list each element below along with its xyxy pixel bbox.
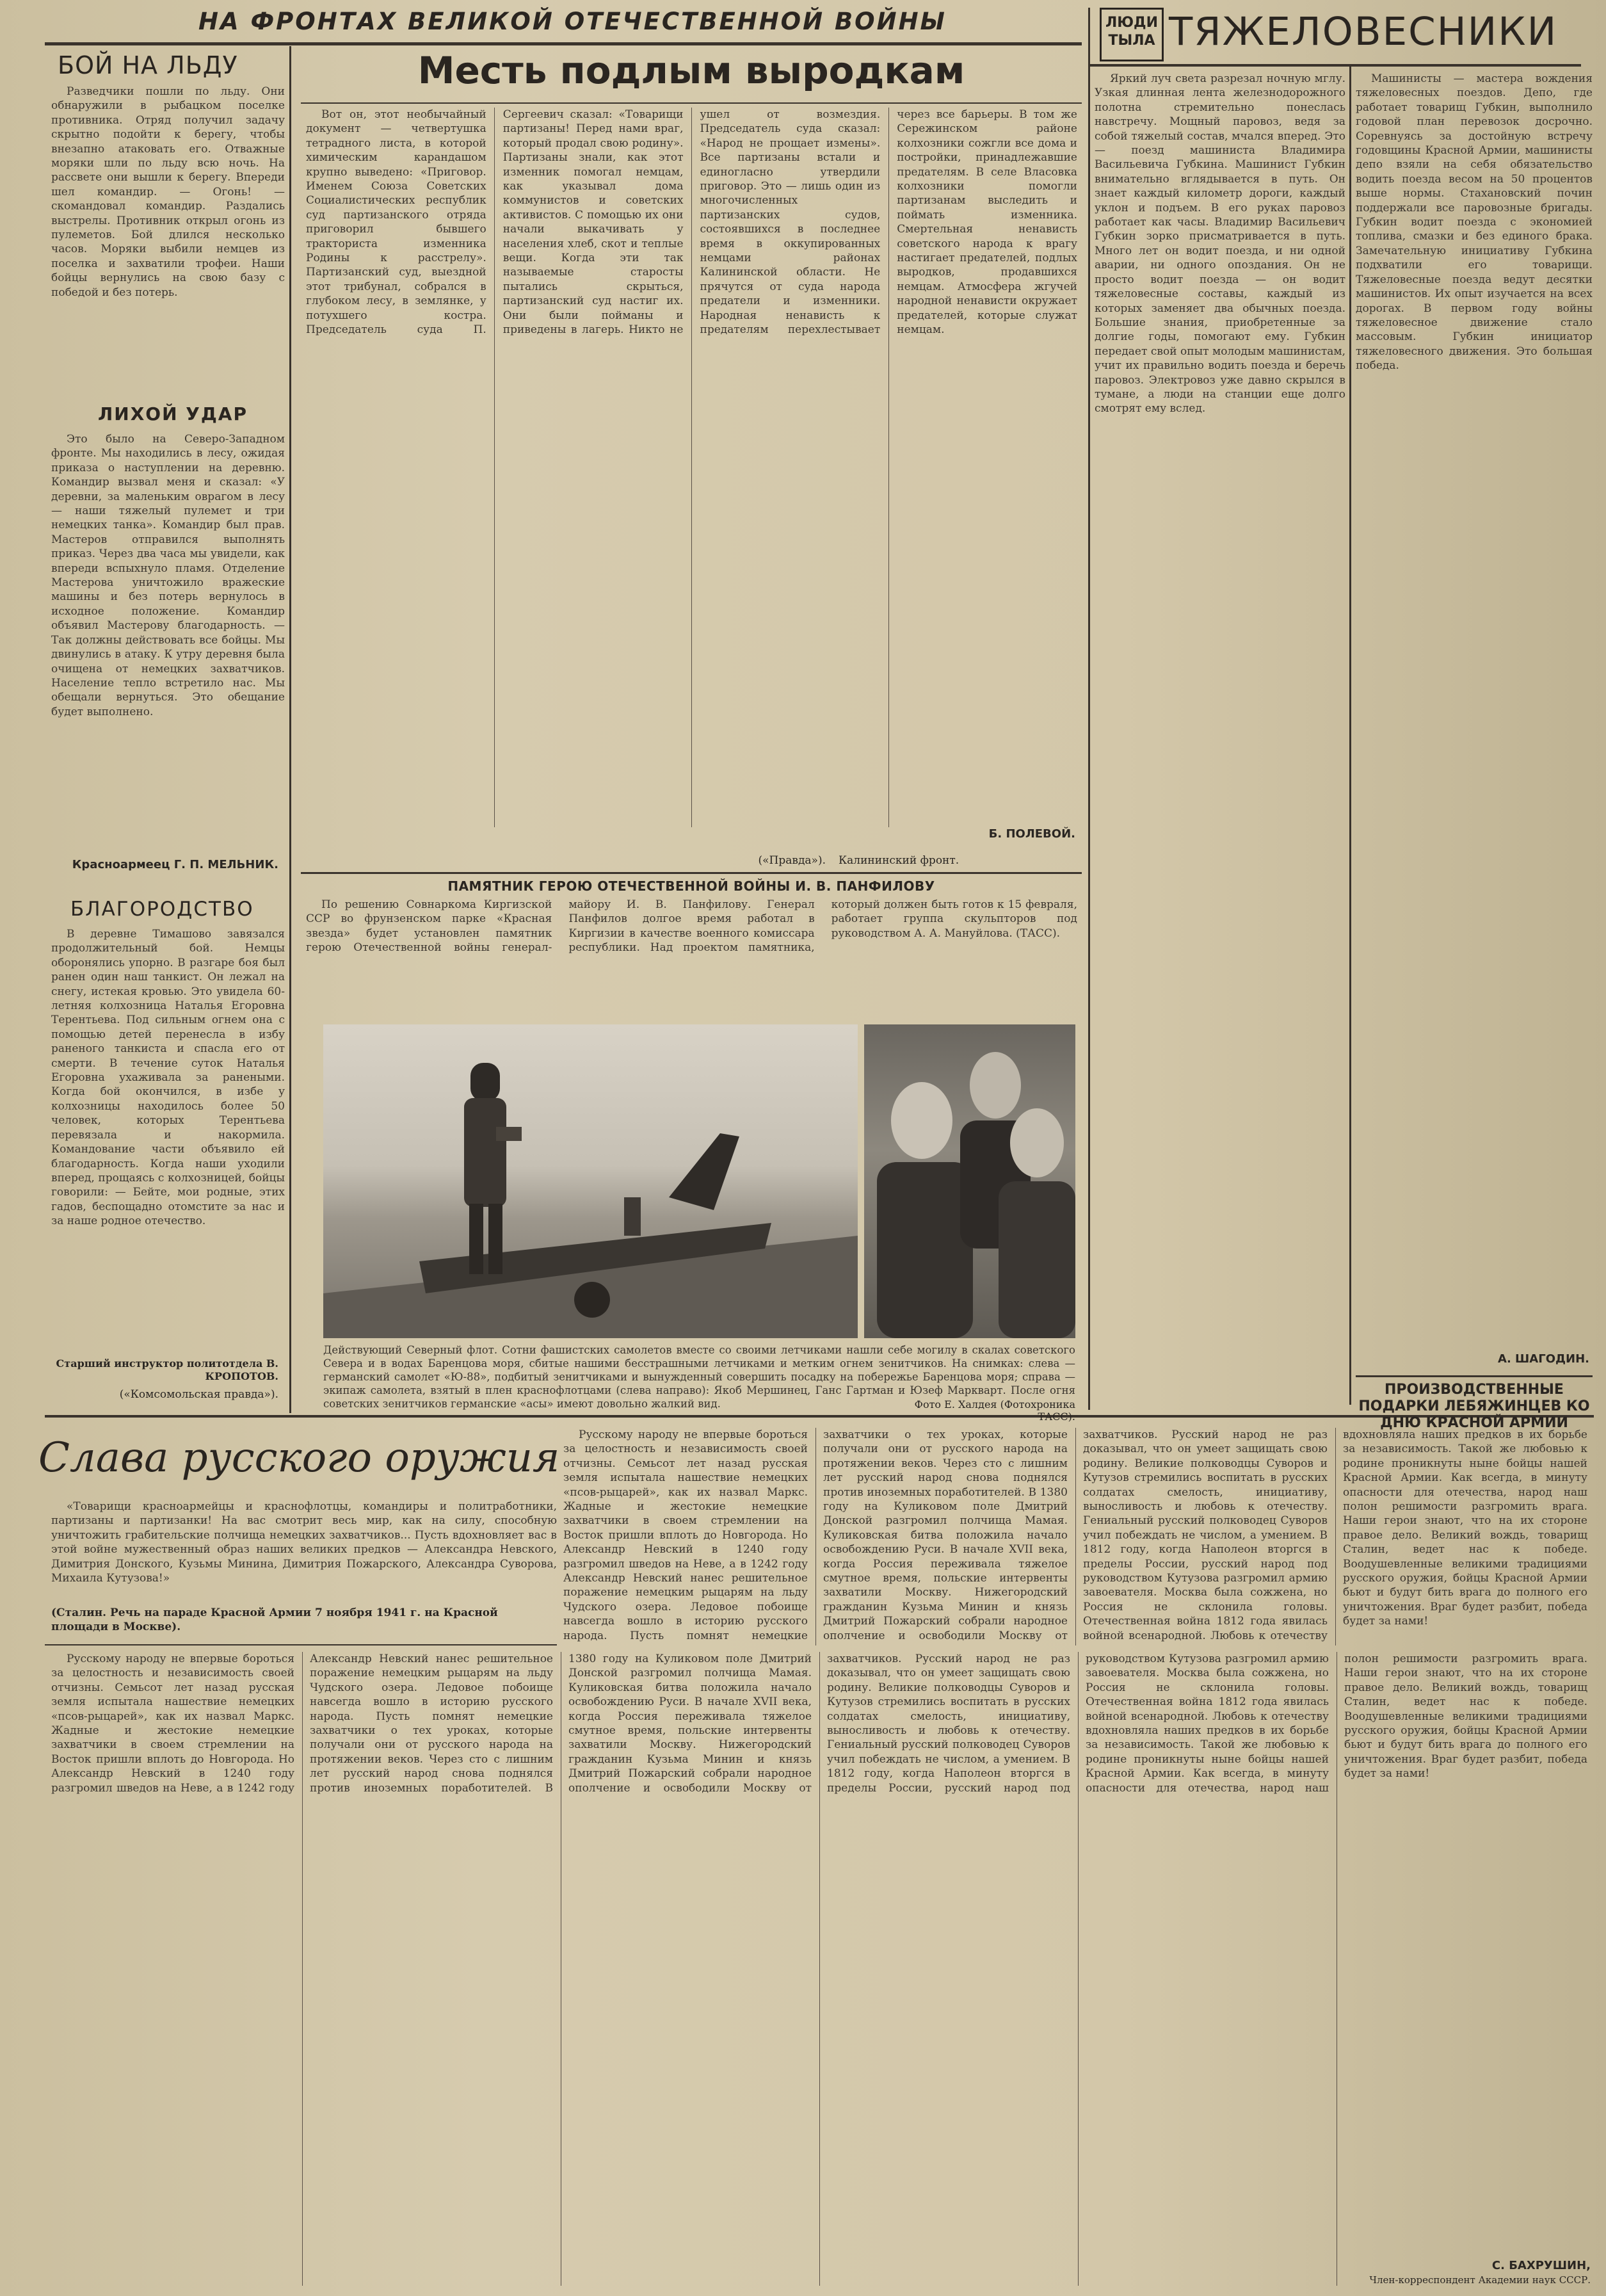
revenge-rule xyxy=(301,102,1082,104)
nobility-source: («Комсомольская правда»). xyxy=(119,1388,278,1401)
panfilov-rule xyxy=(301,872,1082,874)
aircraft-image xyxy=(323,1024,858,1338)
top-rule xyxy=(45,42,1082,45)
glory-text-upper xyxy=(563,1428,1587,1645)
heavyweights-text-col2 xyxy=(1356,72,1593,1347)
glory-rule xyxy=(45,1644,557,1645)
heavyweights-title: ТЯЖЕЛОВЕСНИКИ xyxy=(1169,9,1558,54)
revenge-title: Месть подлым выродкам xyxy=(417,49,965,92)
vrule-2 xyxy=(1088,8,1090,1410)
glory-author-title: Член-корреспондент Академии наук СССР. xyxy=(1369,2274,1591,2286)
heavyweights-paragraph: Яркий луч света разрезал ночную мглу. Узкая длинная лента железнодорожного полотна стремительно понеслась навстречу. Мощный паровоз, ведя за собой тяжелый состав, мчался вперед. Это — поезд машиниста Владимира Васильевича Губкина. Машинист Губкин внимательно вглядывается в путь. Он знает каждый километр дороги, каждый уклон и подъем. В его руках паровоз работает как часы. Владимир Васильевич Губкин зорко присматривается в путь. Много лет он водит поезда, и ни одной аварии, ни одного опоздания. Он не просто водит поезда — он водит тяжеловесные составы, каждый из которых заменяет два обычных поезда. Большие знания, приобретенные за долгие годы, помогают ему. Губкин передает свой опыт молодым машинистам, учит их правильно водить поезда и беречь паровоз. Электровоз уже давно скрылся в тумане, а люди на станции еще долго смотрят ему вслед. xyxy=(1095,72,1345,416)
people-box-label: ЛЮДИ ТЫЛА xyxy=(1105,15,1159,49)
revenge-source: («Правда»). xyxy=(758,854,826,867)
panfilov-text xyxy=(306,898,1077,1012)
revenge-place: Калининский фронт. xyxy=(839,854,960,867)
dashing-blow-author: Красноармеец Г. П. МЕЛЬНИК. xyxy=(72,858,278,871)
crew-image xyxy=(864,1024,1075,1338)
photo-left-aircraft xyxy=(323,1024,858,1338)
panfilov-title: ПАМЯТНИК ГЕРОЮ ОТЕЧЕСТВЕННОЙ ВОЙНЫ И. В. ПАНФИЛОВУ xyxy=(447,878,935,894)
nobility-title: БЛАГОРОДСТВО xyxy=(70,898,254,921)
glory-title: Слава русского оружия xyxy=(38,1434,560,1482)
revenge-author: Б. ПОЛЕВОЙ. xyxy=(988,827,1075,841)
vrule-3 xyxy=(1349,67,1351,1405)
glory-text xyxy=(51,1652,1587,2286)
dashing-blow-title: ЛИХОЙ УДАР xyxy=(98,403,248,424)
nobility-paragraph: В деревне Тимашово завязался продолжительный бой. Немцы оборонялись упорно. В разгаре боя был ранен один наш танкист. Он лежал на снегу, истекая кровью. Это увидела 60-летняя колхозница Наталья Егоровна Терентьева. Под сильным огнем она с помощью детей перенесла в избу раненого танкиста и спасла его от смерти. В течение суток Наталья Егоровна ухаживала за ранеными. Когда бой окончился, в избе у колхозницы находилось более 50 человек, которых Терентьева перевязала и накормила. Командование части объявило ей благодарность. Когда наши уходили вперед, прощаясь с колхозницей, бойцы говорили: — Бейте, мои родные, этих гадов, беспощадно отомстите за нас и за наше родное отечество. xyxy=(51,928,285,1228)
panfilov-paragraph: По решению Совнаркома Киргизской ССР во фрунзенском парке «Красная звезда» будет установлен памятник герою Отечественной войны генерал-майору И. В. Панфилову. Генерал Панфилов долгое время работал в Киргизии в качестве военного комиссара республики. Над проектом памятника, который должен быть готов к 15 февраля, работает группа скульпторов под руководством А. А. Мануйлова. (ТАСС). xyxy=(306,898,1077,955)
vrule-1 xyxy=(289,46,291,1413)
heavy-rule xyxy=(1088,64,1581,67)
photo-caption-text: Действующий Северный флот. Сотни фашистских самолетов вместе со своими летчиками нашли себе могилу в скалах советского Севера и в водах Баренцова моря, сбитые нашими бесстрашными летчиками и метким огнем зенитчиков. На снимках: слева — германский самолет «Ю-88», подбитый зенитчиками и вынужденный совершить посадку на побережье Баренцова моря; справа — экипаж самолета, взятый в плен краснофлотцами (слева направо): Якоб Мершинец, Ганс Гартман и Юзеф Маркварт. После огня советских зенитчиков германские «асы» имеют довольно жалкий вид. xyxy=(323,1344,1075,1410)
gifts-rule xyxy=(1356,1375,1593,1377)
dashing-blow-text xyxy=(51,432,285,852)
glory-upper-paragraph: Русскому народу не впервые бороться за целостность и независимость своей отчизны. Семьсот лет назад русская земля испытала нашествие немецких «псов-рыцарей», как их назвал Маркс. Жадные и жестокие немецкие захватчики в своем стремлении на Восток пришли вплоть до Новгорода. Но Александр Невский в 1240 году разгромил шведов на Неве, а в 1242 году Александр Невский нанес решительное поражение немецким рыцарям на льду Чудского озера. Ледовое побоище навсегда вошло в историю русского народа. Пусть помнят немецкие захватчики о тех уроках, которые получали они от русского народа на протяжении веков. Через сто с лишним лет русский народ снова поднялся против иноземных поработителей. В 1380 году на Куликовом поле Дмитрий Донской разгромил полчища Мамая. Куликовская битва положила начало освобождению Руси. В начале XVII века, когда Россия переживала тяжелое смутное время, польские интервенты захватили Москву. Нижегородский гражданин Кузьма Минин и князь Дмитрий Пожарский собрали народное ополчение и освободили Москву от захватчиков. Русский народ не раз доказывал, что он умеет защищать свою родину. Великие полководцы Суворов и Кутузов стремились воспитать в русских солдатах смелость, инициативу, выносливость и любовь к отечеству. Гениальный русский полководец Суворов учил побеждать не числом, а умением. В 1812 году, когда Наполеон вторгся в пределы России, русский народ под руководством Кутузова разгромил армию завоевателя. Москва была сожжена, но Россия не склонила головы. Отечественная война 1812 года явилась войной всенародной. Любовь к отечеству вдохновляла наших предков в их борьбе за независимость. Такой же любовью к родине проникнуты ныне бойцы нашей Красной Армии. Как всегда, в минуту опасности для отечества, народ наш полон решимости разгромить врага. Наши герои знают, что на их стороне правое дело. Великий вождь, товарищ Сталин, ведет нас к победе. Воодушевленные великими традициями русского оружия, бойцы Красной Армии бьют и будут бить врага до полного его уничтожения. Враг будет разбит, победа будет за нами! xyxy=(563,1428,1587,1642)
ice-battle-paragraph: Разведчики пошли по льду. Они обнаружили в рыбацком поселке противника. Отряд получил задачу скрытно подойти к берегу, чтобы внезапно атаковать его. Отважные моряки шли по льду всю ночь. На рассвете они вышли к берегу. Впереди шел командир. — Огонь! — скомандовал командир. Раздались выстрелы. Противник открыл огонь из пулеметов. Бой длился несколько часов. Моряки выбили немцев из поселка и захватили трофеи. Наши бойцы вернулись на свою базу с победой и без потерь. xyxy=(51,85,285,299)
heavyweights-text xyxy=(1095,72,1345,1402)
photo-caption xyxy=(323,1343,1075,1410)
ice-battle-text xyxy=(51,85,285,373)
glory-author: С. БАХРУШИН, xyxy=(1491,2259,1591,2272)
revenge-text xyxy=(306,108,1077,827)
dashing-blow-paragraph: Это было на Северо-Западном фронте. Мы находились в лесу, ожидая приказа о наступлении на деревню. Командир вызвал меня и сказал: «У деревни, за маленьким оврагом в лесу — наши тяжелый пулемет и три немецких танка». Командир был прав. Мастеров отправился выполнять приказ. Через два часа мы увидели, как впереди вспыхнуло пламя. Отделение Мастерова уничтожило вражеские машины и без потерь вернулось в исходное положение. Командир объявил Мастерову благодарность. — Так должны действовать все бойцы. Мы двинулись в атаку. К утру деревня была очищена от немецких захватчиков. Население тепло встретило нас. Мы обещали вернуться. Это обещание будет выполнено. xyxy=(51,433,285,718)
gifts-title: ПРОИЗВОДСТВЕННЫЕ ПОДАРКИ ЛЕБЯЖИНЦЕВ КО ДНЮ КРАСНОЙ АРМИИ xyxy=(1358,1382,1590,1431)
heavyweights-col2-paragraph: Машинисты — мастера вождения тяжеловесных поездов. Депо, где работает товарищ Губкин, выполнило годовой план перевозок досрочно. Соревнуясь за достойную встречу годовщины Красной Армии, машинисты депо взяли на себя обязательство водить поезда весом на 50 процентов выше нормы. Стахановский почин поддержали все паровозные бригады. Губкин водит поезда с экономией топлива, смазки и без единого брака. Замечательную инициативу Губкина подхватили его товарищи. Тяжеловесные поезда ведут десятки машинистов. Их опыт изучается на всех дорогах. В первом году войны тяжеловесное движение стало массовым. Губкин инициатор тяжеловесного движения. Это большая победа. xyxy=(1356,72,1593,373)
nobility-text xyxy=(51,927,285,1350)
glory-epigraph-source: (Сталин. Речь на параде Красной Армии 7 ноября 1941 г. на Красной площади в Москве). xyxy=(51,1606,498,1633)
glory-paragraph: Русскому народу не впервые бороться за целостность и независимость своей отчизны. Семьсот лет назад русская земля испытала нашествие немецких «псов-рыцарей», как их назвал Маркс. Жадные и жестокие немецкие захватчики в своем стремлении на Восток пришли вплоть до Новгорода. Но Александр Невский в 1240 году разгромил шведов на Неве, а в 1242 году Александр Невский нанес решительное поражение немецким рыцарям на льду Чудского озера. Ледовое побоище навсегда вошло в историю русского народа. Пусть помнят немецкие захватчики о тех уроках, которые получали они от русского народа на протяжении веков. Через сто с лишним лет русский народ снова поднялся против иноземных поработителей. В 1380 году на Куликовом поле Дмитрий Донской разгромил полчища Мамая. Куликовская битва положила начало освобождению Руси. В начале XVII века, когда Россия переживала тяжелое смутное время, польские интервенты захватили Москву. Нижегородский гражданин Кузьма Минин и князь Дмитрий Пожарский собрали народное ополчение и освободили Москву от захватчиков. Русский народ не раз доказывал, что он умеет защищать свою родину. Великие полководцы Суворов и Кутузов стремились воспитать в русских солдатах смелость, инициативу, выносливость и любовь к отечеству. Гениальный русский полководец Суворов учил побеждать не числом, а умением. В 1812 году, когда Наполеон вторгся в пределы России, русский народ под руководством Кутузова разгромил армию завоевателя. Москва была сожжена, но Россия не склонила головы. Отечественная война 1812 года явилась войной всенародной. Любовь к отечеству вдохновляла наших предков в их борьбе за независимость. Такой же любовью к родине проникнуты ныне бойцы нашей Красной Армии. Как всегда, в минуту опасности для отечества, народ наш полон решимости разгромить врага. Наши герои знают, что на их стороне правое дело. Великий вождь, товарищ Сталин, ведет нас к победе. Воодушевленные великими традициями русского оружия, бойцы Красной Армии бьют и будут бить врага до полного его уничтожения. Враг будет разбит, победа будет за нами! xyxy=(51,1653,1587,1795)
section-banner: НА ФРОНТАХ ВЕЛИКОЙ ОТЕЧЕСТВЕННОЙ ВОЙНЫ xyxy=(198,8,947,35)
glory-epigraph xyxy=(51,1500,557,1599)
glory-epigraph-text: «Товарищи красноармейцы и краснофлотцы, командиры и политработники, партизаны и партизанки! На вас смотрит весь мир, как на силу, способную уничтожить грабительские полчища немецких захватчиков... Пусть вдохновляет вас в этой войне мужественный образ наших великих предков — Александра Невского, Димитрия Донского, Кузьмы Минина, Димитрия Пожарского, Александра Суворова, Михаила Кутузова!» xyxy=(51,1500,557,1585)
heavyweights-author: А. ШАГОДИН. xyxy=(1498,1352,1589,1366)
revenge-paragraph: Вот он, этот необычайный документ — четвертушка тетрадного листа, в которой химическим карандашом крупно выведено: «Приговор. Именем Союза Советских Социалистических республик суд партизанского отряда приговорил бывшего тракториста изменника Родины к расстрелу». Партизанский суд, выездной этот трибунал, собрался в глубоком лесу, в землянке, у потухшего костра. Председатель суда П. Сергеевич сказал: «Товарищи партизаны! Перед нами враг, который продал свою родину». Партизаны знали, как этот изменник помогал немцам, как указывал дома коммунистов и советских активистов. С помощью их они начали выкачивать у населения хлеб, скот и теплые вещи. Когда эти так называемые старосты пытались скрыться, партизанский суд настиг их. Они были пойманы и приведены в лагерь. Никто не ушел от возмездия. Председатель суда сказал: «Народ не прощает измены». Все партизаны встали и единогласно утвердили приговор. Это — лишь один из многочисленных партизанских судов, состоявшихся в последнее время в оккупированных немцами районах Калининской области. Не прячутся от суда народа предатели и изменники. Народная ненависть к предателям перехлестывает через все барьеры. В том же Сережинском районе колхозники сожгли все дома и постройки, принадлежавшие предателям. В селе Власовка колхозники помогли партизанам выследить и поймать изменника. Смертельная ненависть советского народа к врагу настигает предателей, подлых выродков, продавшихся немцам. Атмосфера жгучей народной ненависти окружает предателей, которые служат немцам. xyxy=(306,108,1077,337)
nobility-author: Старший инструктор политотдела В. КРОПОТОВ. xyxy=(56,1357,278,1382)
ice-battle-title: БОЙ НА ЛЬДУ xyxy=(58,51,238,79)
photo-credit: Фото Е. Халдея (Фотохроника ТАСС). xyxy=(914,1398,1075,1423)
photo-right-crew xyxy=(864,1024,1075,1338)
